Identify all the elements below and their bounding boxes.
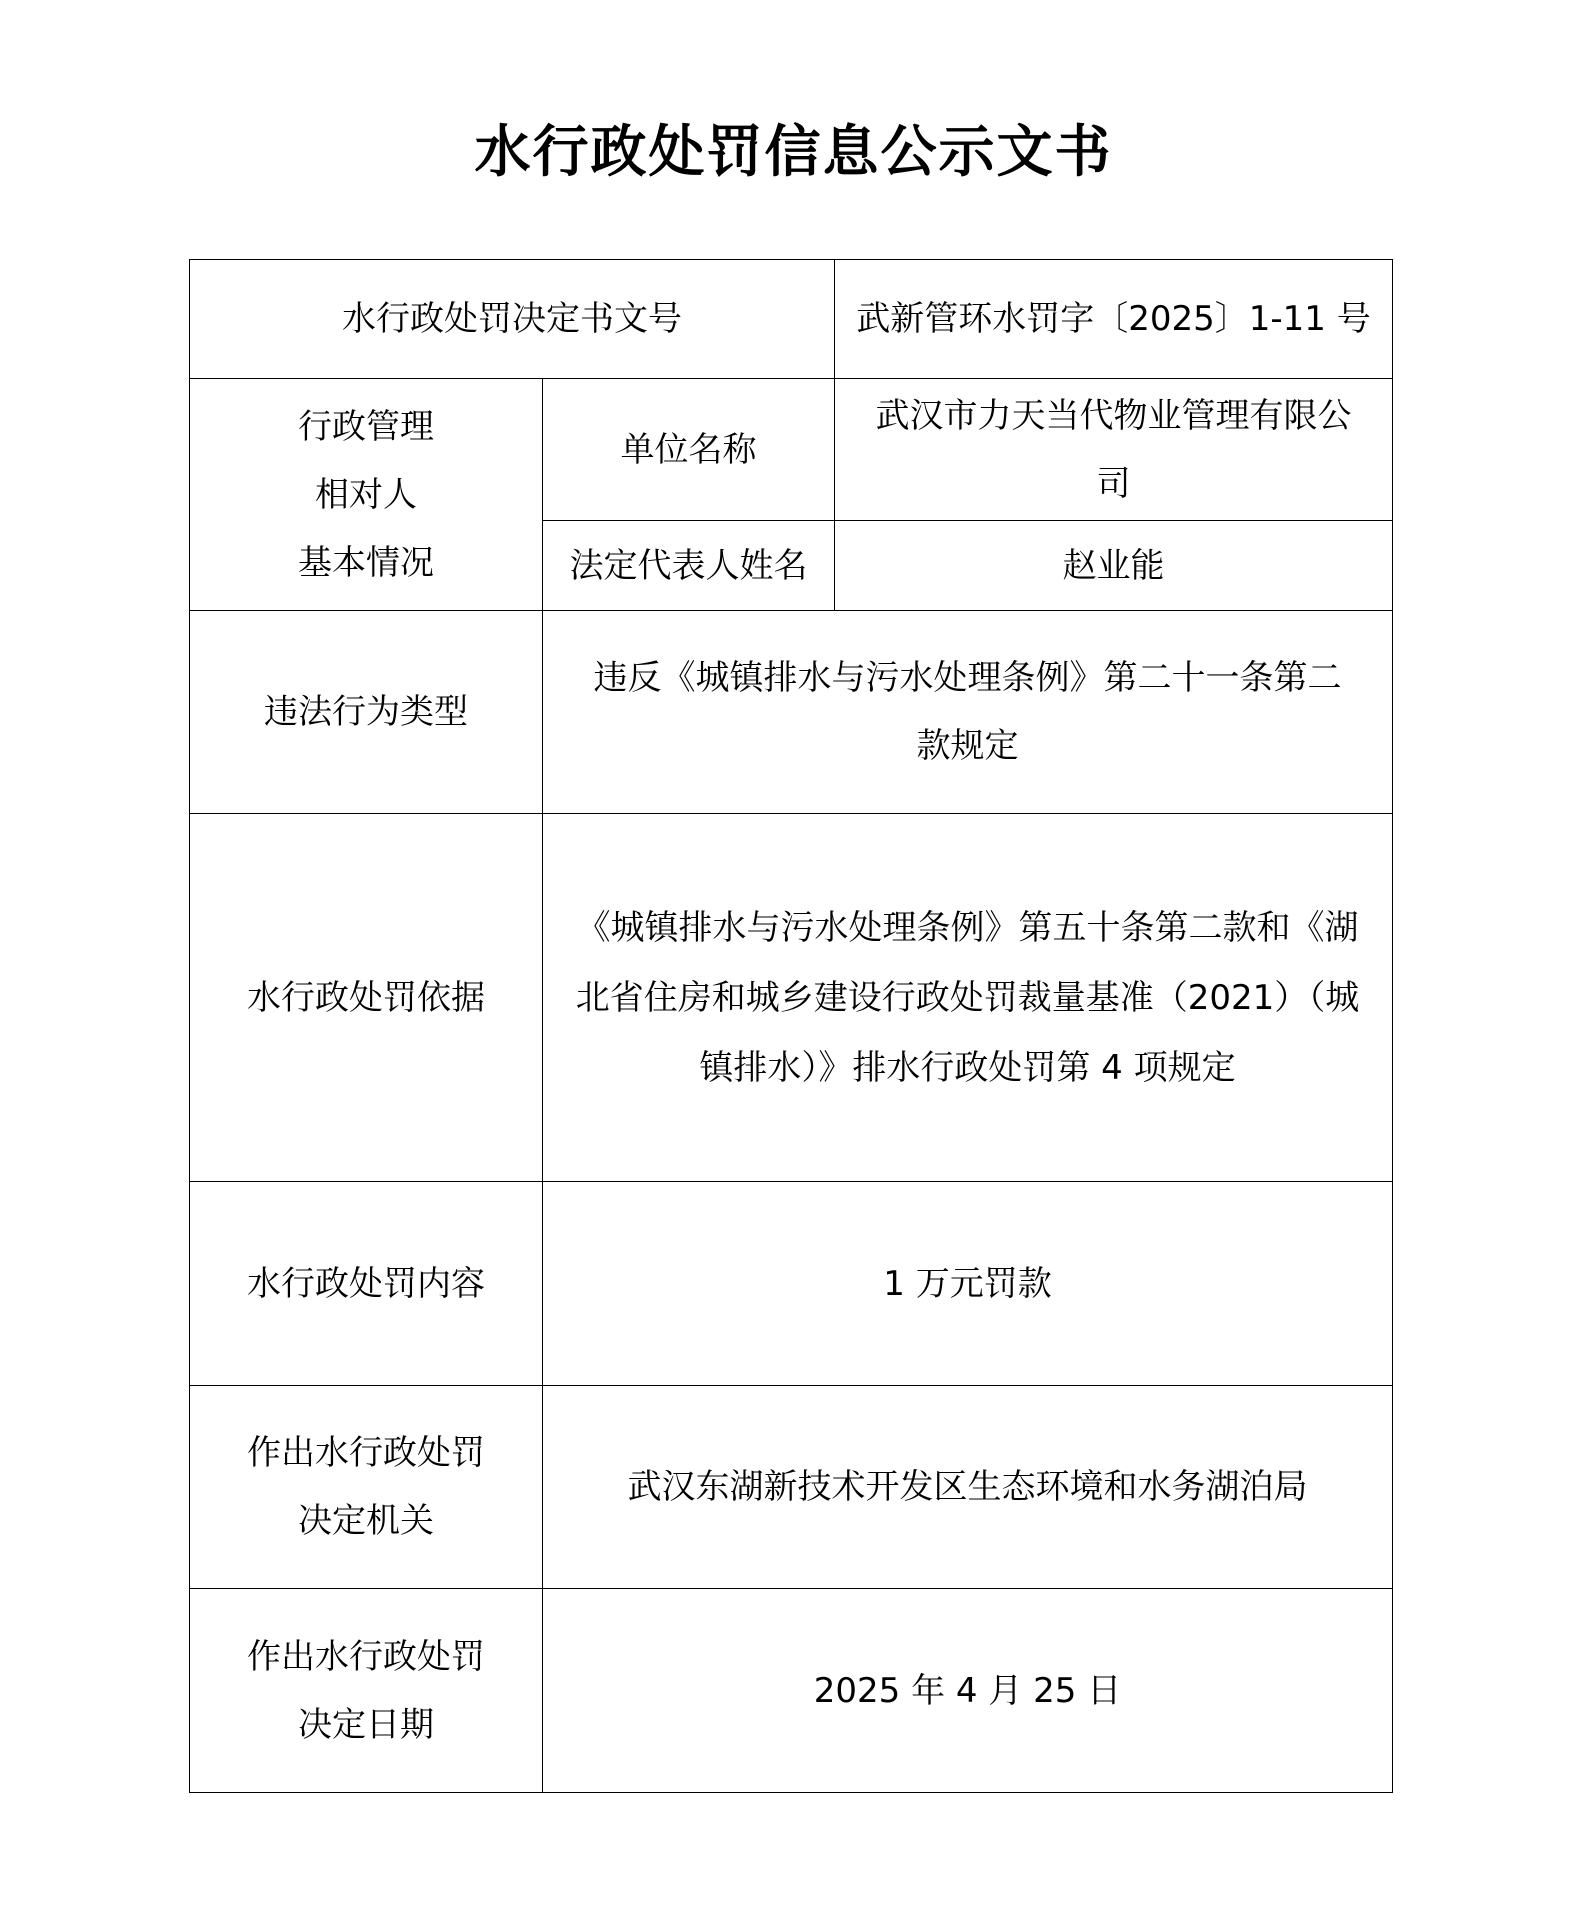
decision-date-label: 作出水行政处罚 决定日期 — [190, 1589, 543, 1793]
party-info-label: 行政管理 相对人 基本情况 — [190, 379, 543, 611]
basis-value: 《城镇排水与污水处理条例》第五十条第二款和《湖 北省住房和城乡建设行政处罚裁量基准（2021）（城 镇排水）》排水行政处罚第 4 项规定 — [543, 814, 1393, 1182]
decision-no-value: 武新管环水罚字〔2025〕1-11 号 — [835, 260, 1393, 379]
row-decision-no — [190, 260, 1393, 379]
basis-label: 水行政处罚依据 — [190, 814, 543, 1182]
row-decision-date — [190, 1589, 1393, 1793]
legal-rep-label: 法定代表人姓名 — [543, 521, 835, 611]
content-value: 1 万元罚款 — [543, 1182, 1393, 1386]
decision-no-label: 水行政处罚决定书文号 — [190, 260, 835, 379]
document-title: 水行政处罚信息公示文书 — [474, 119, 1113, 185]
unit-name-value: 武汉市力天当代物业管理有限公 司 — [835, 379, 1393, 521]
unit-name-label: 单位名称 — [543, 379, 835, 521]
authority-label: 作出水行政处罚 决定机关 — [190, 1386, 543, 1589]
row-violation-type — [190, 611, 1393, 814]
penalty-info-table — [189, 259, 1393, 1793]
row-basis — [190, 814, 1393, 1182]
authority-value: 武汉东湖新技术开发区生态环境和水务湖泊局 — [543, 1386, 1393, 1589]
decision-date-value: 2025 年 4 月 25 日 — [543, 1589, 1393, 1793]
row-authority — [190, 1386, 1393, 1589]
violation-type-value: 违反《城镇排水与污水处理条例》第二十一条第二 款规定 — [543, 611, 1393, 814]
violation-type-label: 违法行为类型 — [190, 611, 543, 814]
row-unit-name — [190, 379, 1393, 521]
row-content — [190, 1182, 1393, 1386]
content-label: 水行政处罚内容 — [190, 1182, 543, 1386]
legal-rep-value: 赵业能 — [835, 521, 1393, 611]
